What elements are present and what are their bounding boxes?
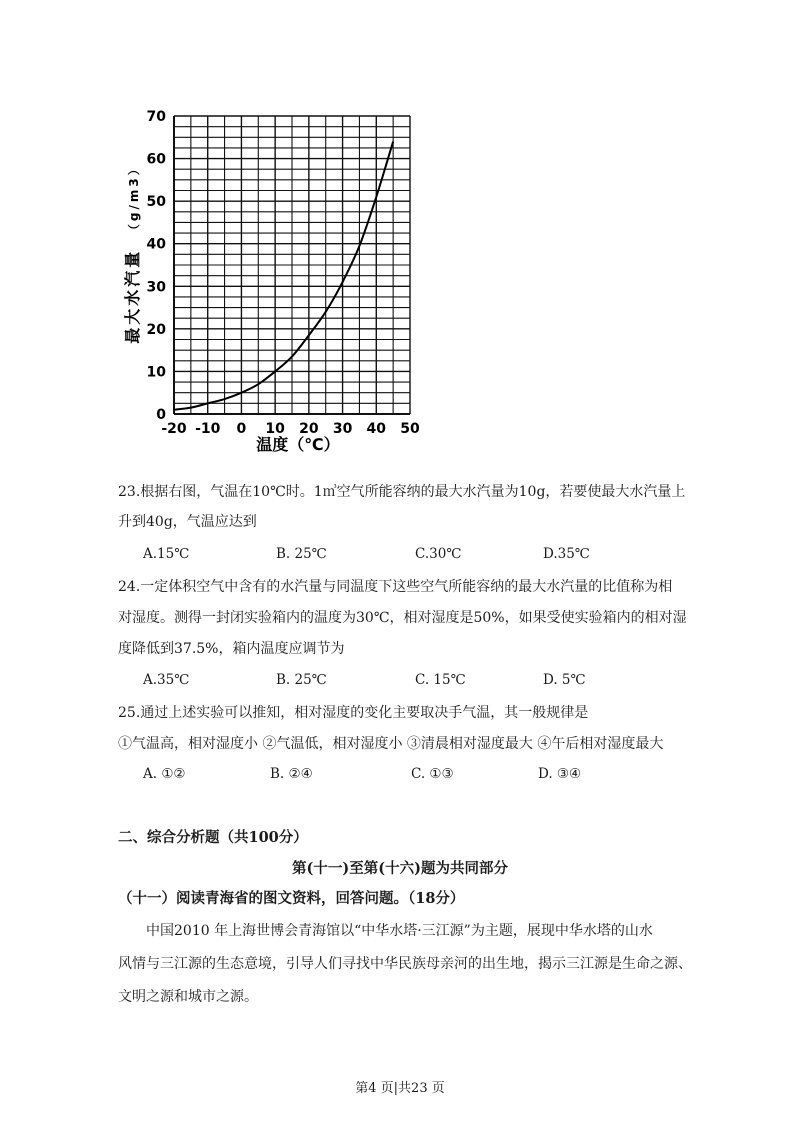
paragraph-line2: 风情与三江源的生态意境，引导人们寻找中华民族母亲河的出生地，揭示三江源是生命之源、	[118, 956, 692, 972]
q24-stem-line2: 对湿度。测得一封闭实验箱内的温度为30℃，相对湿度是50%，如果受使实验箱内的相对湿	[118, 610, 687, 626]
q23-stem-line1: 23.根据右图，气温在10℃时。1㎥空气所能容纳的最大水汽量为10g，若要使最大水汽量上	[118, 484, 686, 500]
y-axis-label	[123, 160, 142, 343]
q24-option-b: B. 25℃	[276, 672, 327, 688]
y-axis-label-main: 最大水汽量	[123, 248, 142, 344]
x-axis-label: 温度（℃）	[256, 435, 340, 454]
x-tick-label: 10	[265, 421, 285, 437]
water-vapor-chart	[110, 100, 450, 470]
x-tick-label: -10	[195, 421, 221, 437]
q23-option-b: B. 25℃	[276, 546, 327, 562]
q25-option-a: A. ①②	[143, 766, 186, 782]
y-tick-label: 0	[156, 407, 166, 423]
x-tick-label: 40	[366, 421, 387, 437]
x-tick-label: 30	[332, 421, 353, 437]
x-tick-label: 20	[299, 421, 319, 437]
q23-option-a: A.15℃	[143, 546, 190, 562]
y-tick-label: 40	[146, 236, 166, 253]
q23-stem-line2: 升到40g，气温应达到	[118, 514, 257, 530]
q24-stem-line3: 度降低到37.5%，箱内温度应调节为	[118, 641, 345, 657]
q25-option-d: D. ③④	[538, 766, 582, 782]
section2-heading: 二、综合分析题（共100分）	[118, 829, 308, 846]
y-tick-label: 60	[146, 151, 166, 168]
q25-stem: 25.通过上述实验可以推知，相对湿度的变化主要取决手气温，其一般规律是	[118, 705, 589, 721]
paragraph-line3: 文明之源和城市之源。	[118, 989, 258, 1005]
common-part-heading: 第(十一)至第(十六)题为共同部分	[292, 860, 508, 877]
q24-option-a: A.35℃	[143, 672, 190, 688]
y-tick-label: 20	[146, 321, 166, 338]
page-footer: 第4 页|共23 页	[355, 1081, 445, 1096]
y-tick-label: 10	[146, 364, 166, 381]
y-tick-label: 70	[146, 109, 166, 125]
q25-option-b: B. ②④	[270, 766, 313, 782]
y-axis-label-unit: （g/m3）	[127, 160, 141, 237]
chart-grid	[174, 116, 410, 414]
y-tick-label: 30	[146, 279, 166, 296]
x-tick-label: 0	[236, 421, 247, 437]
y-tick-label: 50	[146, 194, 166, 211]
q23-option-d: D.35℃	[543, 546, 590, 562]
q25-statements: ①气温高，相对湿度小 ②气温低，相对湿度小 ③清晨相对湿度最大 ④午后相对湿度最大	[118, 736, 664, 752]
x-tick-label: 50	[400, 421, 420, 437]
q24-option-c: C. 15℃	[415, 672, 466, 688]
q24-stem-line1: 24.一定体积空气中含有的水汽量与同温度下这些空气所能容纳的最大水汽量的比值称为相	[118, 579, 673, 595]
x-tick-label: -20	[161, 421, 187, 437]
q23-option-c: C.30℃	[415, 546, 462, 562]
q25-option-c: C. ①③	[411, 766, 454, 782]
q24-option-d: D. 5℃	[543, 672, 586, 688]
paragraph-line1: 中国2010 年上海世博会青海馆以“中华水塔·三江源”为主题，展现中华水塔的山水	[146, 923, 653, 939]
q11-heading: （十一）阅读青海省的图文资料，回答问题。（18分）	[118, 890, 465, 907]
